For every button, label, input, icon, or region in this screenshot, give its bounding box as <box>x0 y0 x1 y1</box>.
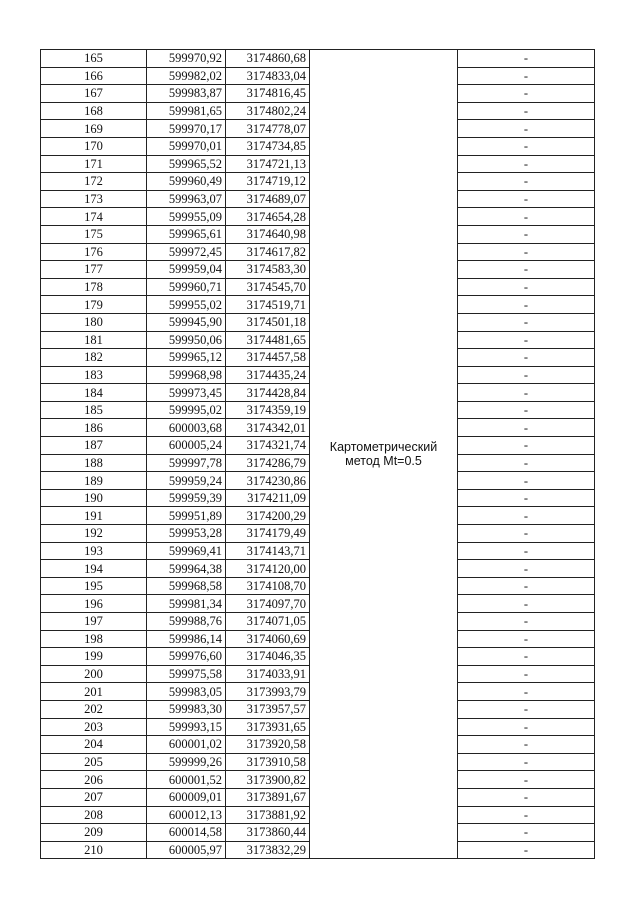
coordinates-table <box>40 49 595 859</box>
point-number-cell: 171 <box>41 155 147 173</box>
x-coordinate-cell: 599983,05 <box>147 683 226 701</box>
x-coordinate-cell: 599968,98 <box>147 366 226 384</box>
x-coordinate-cell: 599964,38 <box>147 560 226 578</box>
accuracy-cell: - <box>458 683 595 701</box>
accuracy-cell: - <box>458 736 595 754</box>
point-number-cell: 177 <box>41 261 147 279</box>
y-coordinate-cell: 3174428,84 <box>226 384 310 402</box>
y-coordinate-cell: 3174689,07 <box>226 190 310 208</box>
y-coordinate-cell: 3173900,82 <box>226 771 310 789</box>
point-number-cell: 200 <box>41 665 147 683</box>
y-coordinate-cell: 3174071,05 <box>226 613 310 631</box>
y-coordinate-cell: 3173832,29 <box>226 841 310 859</box>
y-coordinate-cell: 3174501,18 <box>226 313 310 331</box>
y-coordinate-cell: 3174721,13 <box>226 155 310 173</box>
accuracy-cell: - <box>458 472 595 490</box>
point-number-cell: 178 <box>41 278 147 296</box>
accuracy-cell: - <box>458 841 595 859</box>
y-coordinate-cell: 3174286,79 <box>226 454 310 472</box>
accuracy-cell: - <box>458 489 595 507</box>
point-number-cell: 190 <box>41 489 147 507</box>
point-number-cell: 183 <box>41 366 147 384</box>
accuracy-cell: - <box>458 437 595 455</box>
point-number-cell: 172 <box>41 173 147 191</box>
x-coordinate-cell: 599970,01 <box>147 137 226 155</box>
y-coordinate-cell: 3174143,71 <box>226 542 310 560</box>
accuracy-cell: - <box>458 366 595 384</box>
x-coordinate-cell: 599959,24 <box>147 472 226 490</box>
accuracy-cell: - <box>458 173 595 191</box>
y-coordinate-cell: 3174200,29 <box>226 507 310 525</box>
x-coordinate-cell: 599968,58 <box>147 577 226 595</box>
x-coordinate-cell: 599972,45 <box>147 243 226 261</box>
accuracy-cell: - <box>458 771 595 789</box>
y-coordinate-cell: 3174816,45 <box>226 85 310 103</box>
x-coordinate-cell: 600009,01 <box>147 788 226 806</box>
point-number-cell: 169 <box>41 120 147 138</box>
y-coordinate-cell: 3174802,24 <box>226 102 310 120</box>
y-coordinate-cell: 3174545,70 <box>226 278 310 296</box>
accuracy-cell: - <box>458 824 595 842</box>
accuracy-cell: - <box>458 384 595 402</box>
y-coordinate-cell: 3174640,98 <box>226 225 310 243</box>
y-coordinate-cell: 3174060,69 <box>226 630 310 648</box>
x-coordinate-cell: 600001,02 <box>147 736 226 754</box>
point-number-cell: 191 <box>41 507 147 525</box>
x-coordinate-cell: 599970,17 <box>147 120 226 138</box>
point-number-cell: 186 <box>41 419 147 437</box>
x-coordinate-cell: 599965,12 <box>147 349 226 367</box>
point-number-cell: 197 <box>41 613 147 631</box>
y-coordinate-cell: 3174778,07 <box>226 120 310 138</box>
y-coordinate-cell: 3173891,67 <box>226 788 310 806</box>
y-coordinate-cell: 3174033,91 <box>226 665 310 683</box>
point-number-cell: 195 <box>41 577 147 595</box>
x-coordinate-cell: 600003,68 <box>147 419 226 437</box>
y-coordinate-cell: 3174046,35 <box>226 648 310 666</box>
x-coordinate-cell: 599995,02 <box>147 401 226 419</box>
point-number-cell: 207 <box>41 788 147 806</box>
accuracy-cell: - <box>458 278 595 296</box>
accuracy-cell: - <box>458 296 595 314</box>
y-coordinate-cell: 3173931,65 <box>226 718 310 736</box>
point-number-cell: 168 <box>41 102 147 120</box>
accuracy-cell: - <box>458 665 595 683</box>
point-number-cell: 192 <box>41 525 147 543</box>
y-coordinate-cell: 3174833,04 <box>226 67 310 85</box>
x-coordinate-cell: 599963,07 <box>147 190 226 208</box>
point-number-cell: 167 <box>41 85 147 103</box>
y-coordinate-cell: 3173910,58 <box>226 753 310 771</box>
accuracy-cell: - <box>458 613 595 631</box>
y-coordinate-cell: 3173957,57 <box>226 700 310 718</box>
accuracy-cell: - <box>458 137 595 155</box>
y-coordinate-cell: 3174179,49 <box>226 525 310 543</box>
x-coordinate-cell: 599983,30 <box>147 700 226 718</box>
y-coordinate-cell: 3173860,44 <box>226 824 310 842</box>
x-coordinate-cell: 599965,61 <box>147 225 226 243</box>
accuracy-cell: - <box>458 401 595 419</box>
point-number-cell: 194 <box>41 560 147 578</box>
accuracy-cell: - <box>458 560 595 578</box>
x-coordinate-cell: 599986,14 <box>147 630 226 648</box>
x-coordinate-cell: 599983,87 <box>147 85 226 103</box>
point-number-cell: 199 <box>41 648 147 666</box>
x-coordinate-cell: 599960,49 <box>147 173 226 191</box>
point-number-cell: 209 <box>41 824 147 842</box>
y-coordinate-cell: 3174211,09 <box>226 489 310 507</box>
x-coordinate-cell: 599969,41 <box>147 542 226 560</box>
accuracy-cell: - <box>458 243 595 261</box>
x-coordinate-cell: 599975,58 <box>147 665 226 683</box>
accuracy-cell: - <box>458 349 595 367</box>
accuracy-cell: - <box>458 595 595 613</box>
y-coordinate-cell: 3174860,68 <box>226 50 310 68</box>
x-coordinate-cell: 599988,76 <box>147 613 226 631</box>
accuracy-cell: - <box>458 718 595 736</box>
accuracy-cell: - <box>458 419 595 437</box>
point-number-cell: 174 <box>41 208 147 226</box>
accuracy-cell: - <box>458 806 595 824</box>
x-coordinate-cell: 599955,02 <box>147 296 226 314</box>
point-number-cell: 196 <box>41 595 147 613</box>
accuracy-cell: - <box>458 331 595 349</box>
point-number-cell: 206 <box>41 771 147 789</box>
x-coordinate-cell: 600014,58 <box>147 824 226 842</box>
accuracy-cell: - <box>458 120 595 138</box>
method-cell <box>310 50 458 859</box>
y-coordinate-cell: 3174654,28 <box>226 208 310 226</box>
accuracy-cell: - <box>458 261 595 279</box>
accuracy-cell: - <box>458 102 595 120</box>
y-coordinate-cell: 3173993,79 <box>226 683 310 701</box>
x-coordinate-cell: 599959,04 <box>147 261 226 279</box>
point-number-cell: 165 <box>41 50 147 68</box>
y-coordinate-cell: 3174617,82 <box>226 243 310 261</box>
y-coordinate-cell: 3174359,19 <box>226 401 310 419</box>
accuracy-cell: - <box>458 648 595 666</box>
x-coordinate-cell: 599970,92 <box>147 50 226 68</box>
accuracy-cell: - <box>458 313 595 331</box>
point-number-cell: 173 <box>41 190 147 208</box>
y-coordinate-cell: 3174481,65 <box>226 331 310 349</box>
point-number-cell: 208 <box>41 806 147 824</box>
point-number-cell: 201 <box>41 683 147 701</box>
x-coordinate-cell: 600001,52 <box>147 771 226 789</box>
accuracy-cell: - <box>458 525 595 543</box>
point-number-cell: 185 <box>41 401 147 419</box>
point-number-cell: 166 <box>41 67 147 85</box>
x-coordinate-cell: 599959,39 <box>147 489 226 507</box>
x-coordinate-cell: 599945,90 <box>147 313 226 331</box>
point-number-cell: 198 <box>41 630 147 648</box>
point-number-cell: 188 <box>41 454 147 472</box>
accuracy-cell: - <box>458 630 595 648</box>
accuracy-cell: - <box>458 788 595 806</box>
accuracy-cell: - <box>458 700 595 718</box>
point-number-cell: 170 <box>41 137 147 155</box>
x-coordinate-cell: 599982,02 <box>147 67 226 85</box>
accuracy-cell: - <box>458 208 595 226</box>
x-coordinate-cell: 600005,97 <box>147 841 226 859</box>
method-line-1: Картометрический <box>329 440 438 455</box>
point-number-cell: 202 <box>41 700 147 718</box>
x-coordinate-cell: 599981,34 <box>147 595 226 613</box>
point-number-cell: 181 <box>41 331 147 349</box>
y-coordinate-cell: 3174457,58 <box>226 349 310 367</box>
y-coordinate-cell: 3174108,70 <box>226 577 310 595</box>
y-coordinate-cell: 3174230,86 <box>226 472 310 490</box>
accuracy-cell: - <box>458 225 595 243</box>
point-number-cell: 180 <box>41 313 147 331</box>
accuracy-cell: - <box>458 155 595 173</box>
x-coordinate-cell: 599955,09 <box>147 208 226 226</box>
accuracy-cell: - <box>458 67 595 85</box>
y-coordinate-cell: 3173881,92 <box>226 806 310 824</box>
x-coordinate-cell: 599950,06 <box>147 331 226 349</box>
point-number-cell: 204 <box>41 736 147 754</box>
x-coordinate-cell: 599953,28 <box>147 525 226 543</box>
point-number-cell: 176 <box>41 243 147 261</box>
method-line-2: метод Mt=0.5 <box>345 454 422 469</box>
x-coordinate-cell: 599951,89 <box>147 507 226 525</box>
accuracy-cell: - <box>458 454 595 472</box>
point-number-cell: 210 <box>41 841 147 859</box>
point-number-cell: 189 <box>41 472 147 490</box>
x-coordinate-cell: 599960,71 <box>147 278 226 296</box>
point-number-cell: 187 <box>41 437 147 455</box>
accuracy-cell: - <box>458 190 595 208</box>
y-coordinate-cell: 3173920,58 <box>226 736 310 754</box>
point-number-cell: 182 <box>41 349 147 367</box>
x-coordinate-cell: 599999,26 <box>147 753 226 771</box>
coordinates-table-body <box>41 50 595 859</box>
x-coordinate-cell: 600005,24 <box>147 437 226 455</box>
y-coordinate-cell: 3174734,85 <box>226 137 310 155</box>
y-coordinate-cell: 3174097,70 <box>226 595 310 613</box>
x-coordinate-cell: 599981,65 <box>147 102 226 120</box>
y-coordinate-cell: 3174519,71 <box>226 296 310 314</box>
x-coordinate-cell: 599997,78 <box>147 454 226 472</box>
accuracy-cell: - <box>458 507 595 525</box>
table-row <box>41 50 595 68</box>
point-number-cell: 184 <box>41 384 147 402</box>
x-coordinate-cell: 599965,52 <box>147 155 226 173</box>
x-coordinate-cell: 599993,15 <box>147 718 226 736</box>
point-number-cell: 175 <box>41 225 147 243</box>
accuracy-cell: - <box>458 753 595 771</box>
y-coordinate-cell: 3174321,74 <box>226 437 310 455</box>
point-number-cell: 193 <box>41 542 147 560</box>
point-number-cell: 205 <box>41 753 147 771</box>
y-coordinate-cell: 3174342,01 <box>226 419 310 437</box>
accuracy-cell: - <box>458 85 595 103</box>
accuracy-cell: - <box>458 542 595 560</box>
y-coordinate-cell: 3174120,00 <box>226 560 310 578</box>
y-coordinate-cell: 3174719,12 <box>226 173 310 191</box>
point-number-cell: 203 <box>41 718 147 736</box>
y-coordinate-cell: 3174583,30 <box>226 261 310 279</box>
accuracy-cell: - <box>458 50 595 68</box>
x-coordinate-cell: 600012,13 <box>147 806 226 824</box>
accuracy-cell: - <box>458 577 595 595</box>
x-coordinate-cell: 599976,60 <box>147 648 226 666</box>
y-coordinate-cell: 3174435,24 <box>226 366 310 384</box>
point-number-cell: 179 <box>41 296 147 314</box>
x-coordinate-cell: 599973,45 <box>147 384 226 402</box>
